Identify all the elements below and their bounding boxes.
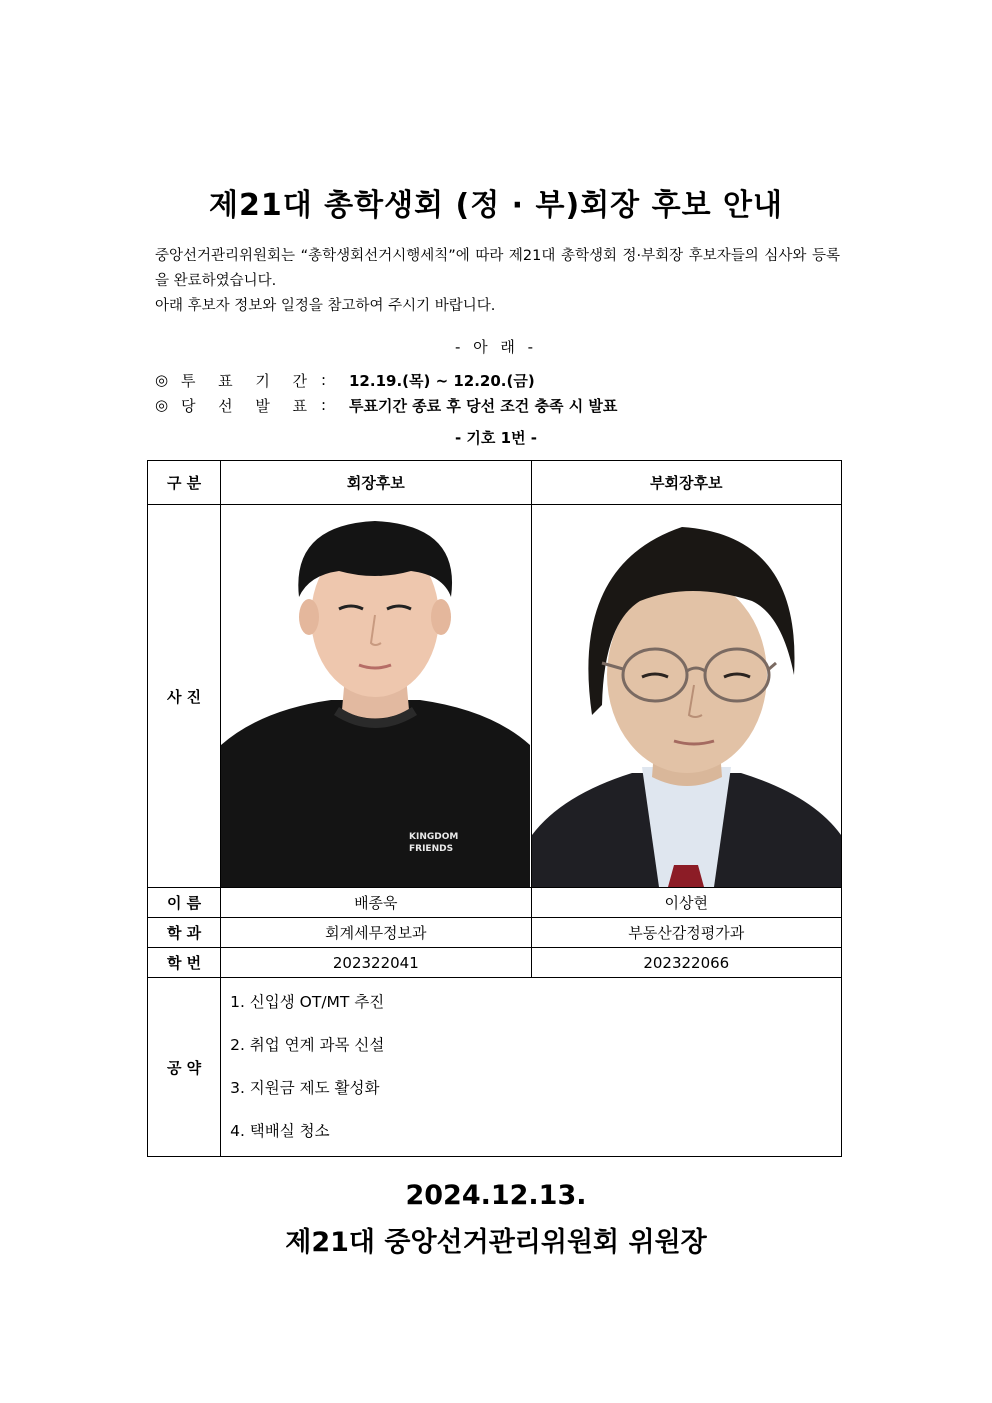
photo-row [148, 505, 842, 888]
pledge-item: 3. 지원금 제도 활성화 [230, 1079, 380, 1097]
row-label-pledges: 공 약 [148, 978, 221, 1157]
intro-text [155, 244, 840, 319]
schedule-value: 투표기간 종료 후 당선 조건 충족 시 발표 [349, 396, 618, 415]
president-name: 배종욱 [221, 888, 531, 918]
row-label-department: 학 과 [148, 918, 221, 948]
vice-department: 부동산감정평가과 [531, 918, 841, 948]
row-label-student-id: 학 번 [148, 948, 221, 978]
label-char: 투 [181, 371, 196, 390]
candidate-table [147, 460, 842, 1157]
vice-student-id: 202322066 [531, 948, 841, 978]
separator-heading: - 아 래 - [454, 338, 538, 356]
header-president: 회장후보 [221, 461, 531, 505]
document-title: 제21대 총학생회 (정 · 부)회장 후보 안내 [209, 188, 783, 223]
row-label-photo: 사 진 [148, 505, 221, 888]
student-id-row [148, 948, 842, 978]
vice-photo-cell [531, 505, 841, 888]
vice-photo [532, 505, 841, 887]
header-category: 구 분 [148, 461, 221, 505]
shirt-text-1: KINGDOM [409, 832, 459, 842]
header-vice: 부회장후보 [531, 461, 841, 505]
intro-line-2: 아래 후보자 정보와 일정을 참고하여 주시기 바랍니다. [155, 298, 496, 314]
schedule-label [181, 370, 321, 391]
label-char: 당 [181, 396, 196, 415]
pledge-list [230, 981, 841, 1153]
schedule-value: 12.19.(목) ~ 12.20.(금) [349, 371, 535, 390]
intro-line-1: 중앙선거관리위원회는 “총학생회선거시행세칙”에 따라 제21대 총학생회 정·부회장 후보자들의 심사와 등록을 완료하였습니다. [155, 248, 840, 289]
pledges-row [148, 978, 842, 1157]
president-photo [221, 505, 530, 887]
label-char: 기 [255, 371, 270, 390]
colon: : [321, 396, 327, 414]
issue-date: 2024.12.13. [405, 1180, 587, 1211]
label-char: 간 [292, 371, 307, 390]
double-circle-icon: ◎ [155, 371, 169, 389]
name-row [148, 888, 842, 918]
schedule-voting-period [155, 368, 855, 392]
double-circle-icon: ◎ [155, 396, 169, 414]
schedule-announcement [155, 393, 855, 417]
schedule-label [181, 395, 321, 416]
colon: : [321, 371, 327, 389]
shirt-text-2: FRIENDS [409, 844, 454, 854]
department-row [148, 918, 842, 948]
pledge-item: 4. 택배실 청소 [230, 1122, 330, 1140]
president-student-id: 202322041 [221, 948, 531, 978]
president-photo-cell [221, 505, 531, 888]
pledges-cell [221, 978, 842, 1157]
pledge-item: 1. 신입생 OT/MT 추진 [230, 993, 385, 1011]
label-char: 선 [218, 396, 233, 415]
ballot-number: - 기호 1번 - [454, 429, 538, 447]
row-label-name: 이 름 [148, 888, 221, 918]
label-char: 표 [218, 371, 233, 390]
pledge-item: 2. 취업 연계 과목 신설 [230, 1036, 385, 1054]
signer: 제21대 중앙선거관리위원회 위원장 [285, 1227, 707, 1258]
table-header-row [148, 461, 842, 505]
president-department: 회계세무정보과 [221, 918, 531, 948]
vice-name: 이상현 [531, 888, 841, 918]
label-char: 표 [292, 396, 307, 415]
label-char: 발 [255, 396, 270, 415]
